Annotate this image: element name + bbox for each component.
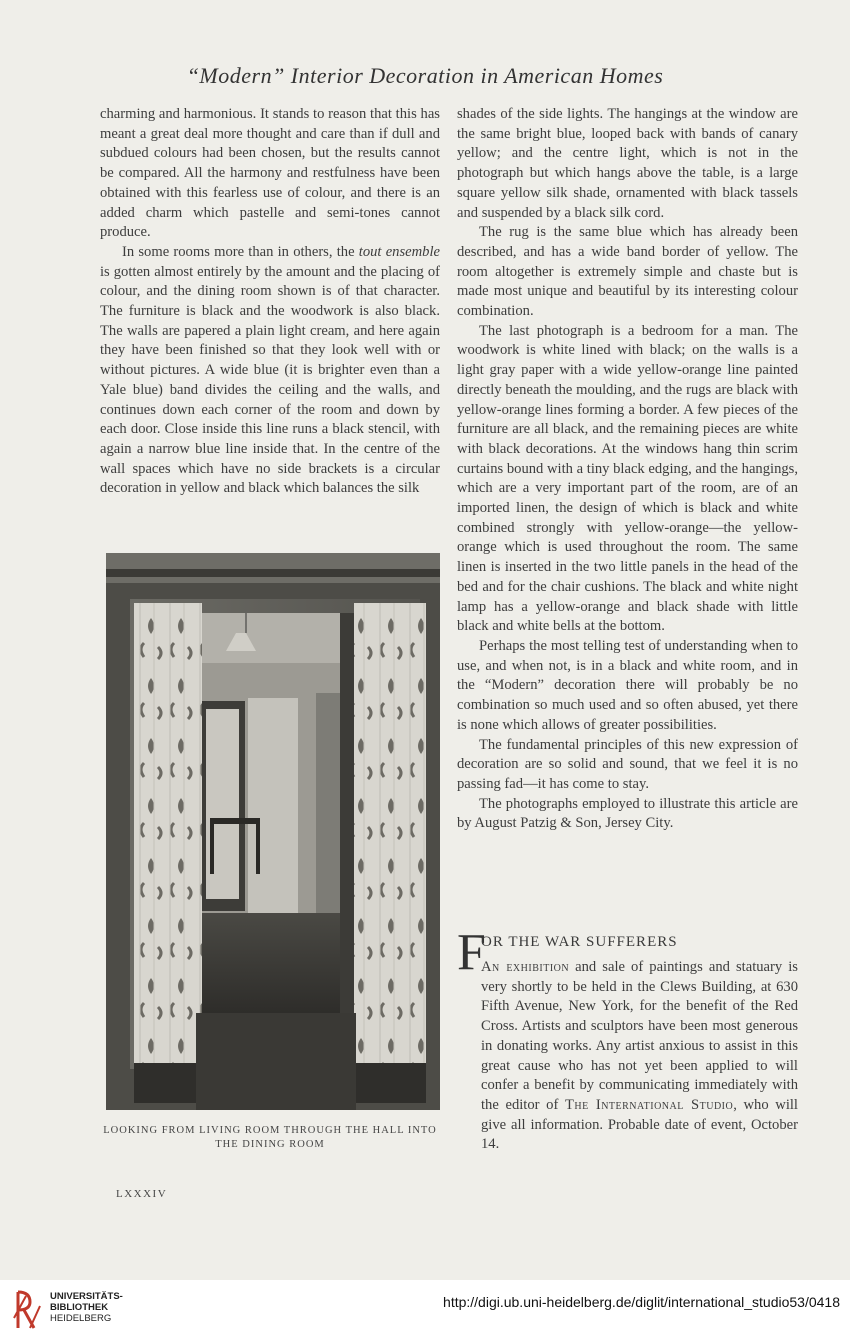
source-url-link[interactable]: http://digi.ub.uni-heidelberg.de/diglit/international_studio53/0418 bbox=[443, 1294, 840, 1310]
university-logo-icon bbox=[10, 1288, 44, 1336]
running-header: “Modern” Interior Decoration in American Homes bbox=[186, 63, 664, 88]
paragraph: The rug is the same blue which has already been described, and has a wide band border of yellow. The room altogether is extremely simple and chaste but is made most unique and beautiful by its interesting colour combination. bbox=[457, 224, 798, 320]
photograph-doorway bbox=[106, 553, 440, 1110]
notice-body-first bbox=[481, 958, 798, 1155]
page-number: LXXXIV bbox=[116, 1188, 168, 1200]
library-name: UNIVERSITÄTS- BIBLIOTHEK HEIDELBERG bbox=[50, 1291, 123, 1324]
footer-bar bbox=[0, 1280, 850, 1340]
italic-phrase: tout ensemble bbox=[358, 243, 440, 260]
paragraph: The fundamental principles of this new expression of decoration are so solid and sound, that we feel it is no passing fad—it has come to stay. bbox=[457, 736, 798, 792]
paragraph: The photographs employed to illustrate this article are by August Patzig & Son, Jersey City. bbox=[457, 795, 798, 832]
notice-heading: OR THE WAR SUFFERERS bbox=[481, 934, 678, 950]
drop-cap: F bbox=[457, 924, 486, 981]
right-column bbox=[457, 105, 798, 834]
paragraph: In some rooms more than in others, the tout ensemble is gotten almost entirely by the amount and the placing of colour, and the dining room shown is of that character. The furniture is black and the woodwork is also black. The walls are papered a plain light cream, and here again they have been finished so that they look well with or without pictures. A wide blue (it is brighter even than a Yale blue) band divides the ceiling and the walls, and continues down each corner of the room and down by each door. Close inside this line runs a black stencil, with again a narrow blue line inside that. In the centre of the wall spaces which have no side brackets is a circular decoration in yellow and black which balances the silk bbox=[100, 243, 440, 497]
paragraph: Perhaps the most telling test of understanding when to use, and when not, is in a black and white room, and in the “Modern” decoration there will probably be no combination so much used and so often abused, yet there is none which allows of greater possibilities. bbox=[457, 637, 798, 733]
publication-name: The International Studio bbox=[564, 1096, 734, 1113]
paragraph: shades of the side lights. The hangings at the window are the same bright blue, looped back with bands of canary yellow; and the centre light, which is not in the photograph but which hangs above the table, is a large square yellow silk shade, ornamented with black tassels and suspended by a black silk cord. bbox=[457, 106, 798, 221]
paragraph: An exhibition and sale of paintings and statuary is very shortly to be held in the Clews Building, at 630 Fifth Avenue, New York, for the benefit of the Red Cross. Artists and sculptors have been most generous in donating works. Any artist anxious to assist in this great cause who has not yet been applied to will confer a benefit by communicating immediately with the editor of The International Studio, who will give all information. Probable date of event, October 14. bbox=[481, 959, 798, 1153]
doorway-photo-illustration bbox=[106, 553, 440, 1110]
paragraph: The last photograph is a bedroom for a man. The woodwork is white lined with black; on the walls is a light gray paper with a wide yellow-orange line painted directly beneath the moulding, and the rugs are black with yellow-orange lines forming a border. A few pieces of the furniture are all black, and the remaining pieces are white with black decorations. At the windows hang thin scrim curtains bound with a tiny black edging, and the hangings, which are a very important part of the room, are of an imported linen, the design of which is black and white combined strongly with yellow-orange—the yellow-orange which is used throughout the room. The same linen is inserted in the two little panels in the head of the bed and for the chair cushions. The black and white night lamp has a yellow-orange and black shade with little black and white bells at the bottom. bbox=[457, 322, 798, 635]
paragraph: charming and harmonious. It stands to reason that this has meant a great deal more thought and care than if dull and subdued colours had been chosen, but the results cannot be compared. All the harmony and restfulness have been obtained with this fearless use of colour, and there is an added charm which pastelle and semi-tones cannot produce. bbox=[100, 106, 440, 241]
figure-caption: LOOKING FROM LIVING ROOM THROUGH THE HALL INTO THE DINING ROOM bbox=[103, 1125, 437, 1150]
small-caps-lead: An exhibition bbox=[481, 959, 570, 975]
left-column bbox=[100, 105, 440, 499]
